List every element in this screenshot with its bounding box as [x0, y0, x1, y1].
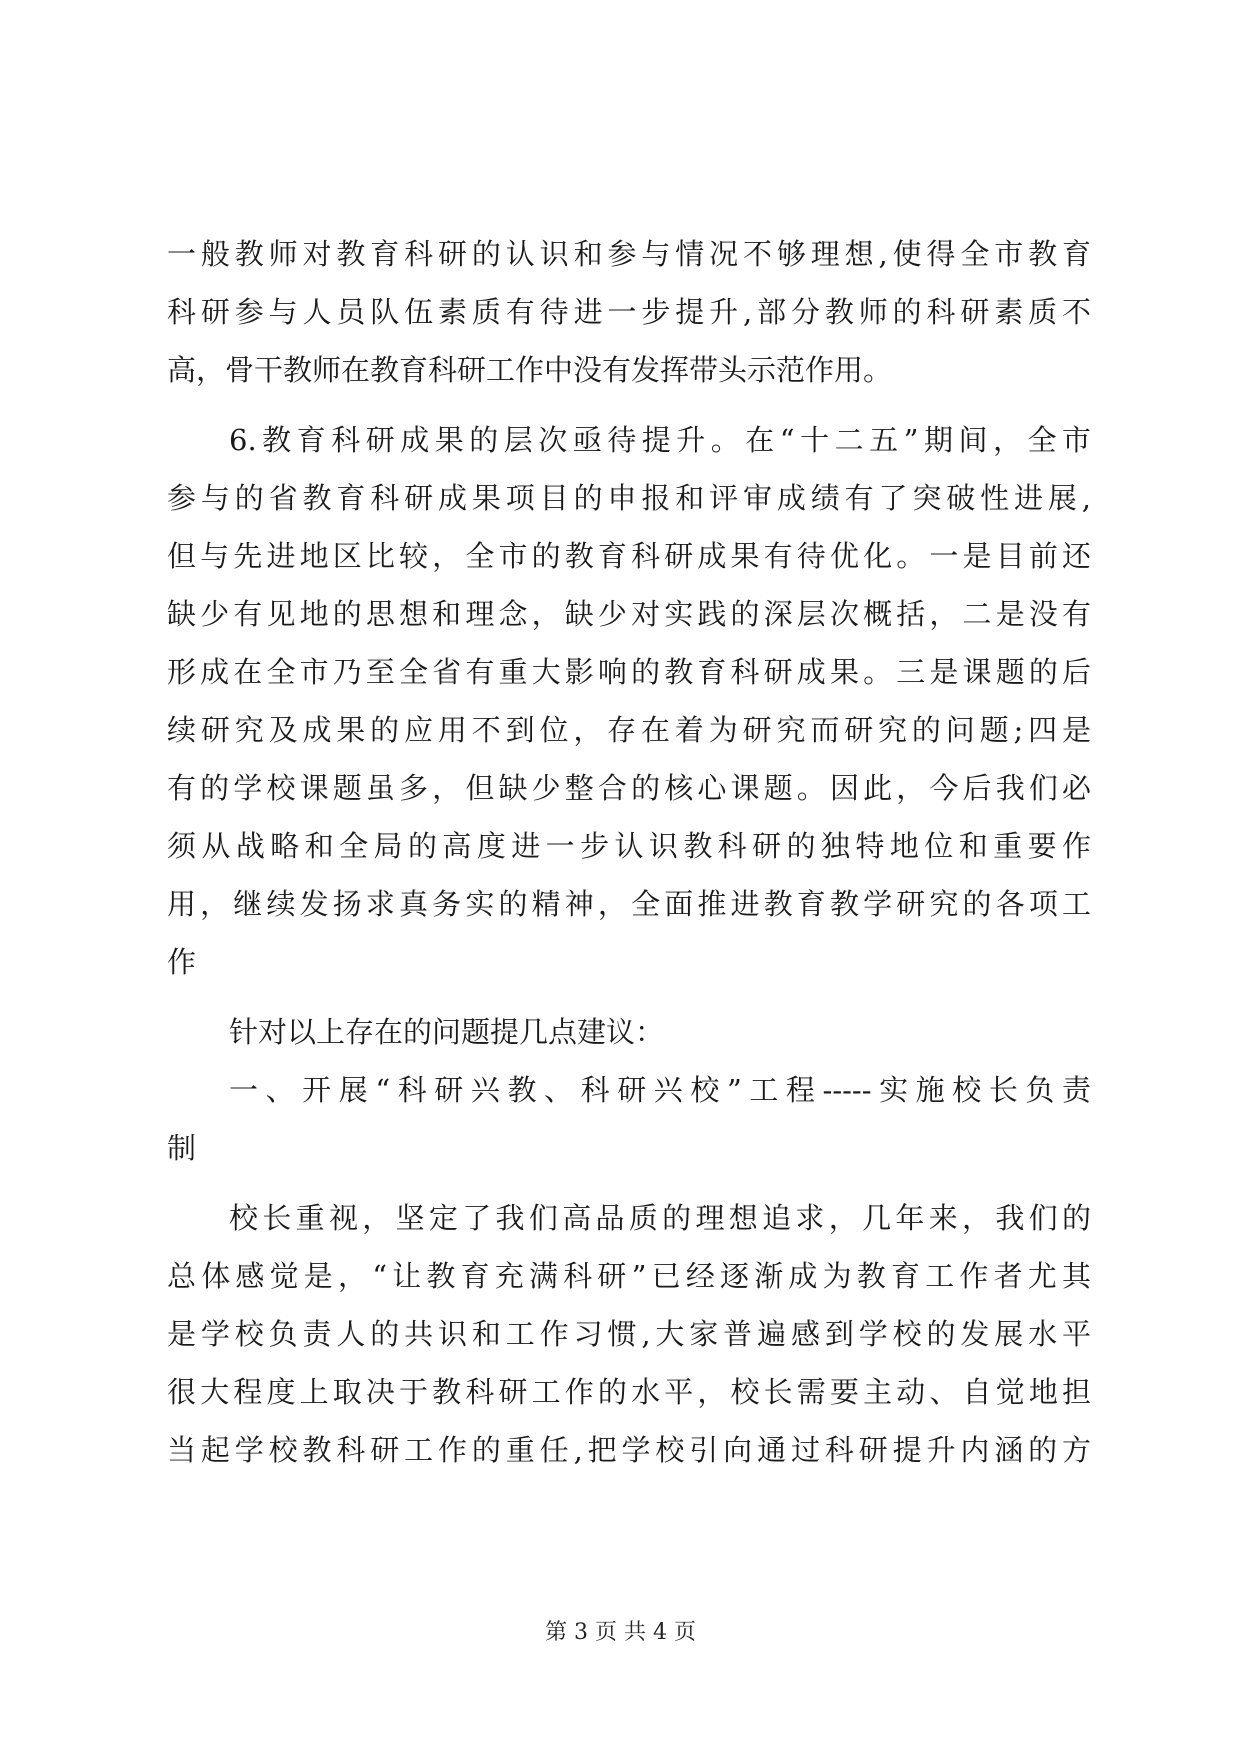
- text-line: 须从战略和全局的高度进一步认识教科研的独特地位和重要作: [167, 829, 1091, 863]
- text-line: 6.教育科研成果的层次亟待提升。在“十二五”期间，全市: [229, 423, 1091, 457]
- text-line: 高，骨干教师在教育科研工作中没有发挥带头示范作用。: [167, 353, 893, 387]
- text-line: 当起学校教科研工作的重任,把学校引向通过科研提升内涵的方: [167, 1433, 1091, 1467]
- text-line: 用，继续发扬求真务实的精神，全面推进教育教学研究的各项工: [167, 887, 1091, 921]
- text-line: 校长重视，坚定了我们高品质的理想追求，几年来，我们的: [229, 1201, 1091, 1235]
- text-line: 但与先进地区比较，全市的教育科研成果有待优化。一是目前还: [167, 539, 1091, 573]
- text-line: 很大程度上取决于教科研工作的水平，校长需要主动、自觉地担: [167, 1375, 1091, 1409]
- text-line: 针对以上存在的问题提几点建议：: [229, 1015, 665, 1049]
- text-line: 缺少有见地的思想和理念，缺少对实践的深层次概括，二是没有: [167, 597, 1091, 631]
- text-line: 一、开展“科研兴教、科研兴校”工程-----实施校长负责: [229, 1073, 1091, 1107]
- text-line: 有的学校课题虽多，但缺少整合的核心课题。因此，今后我们必: [167, 771, 1091, 805]
- text-line: 形成在全市乃至全省有重大影响的教育科研成果。三是课题的后: [167, 655, 1091, 689]
- text-line: 续研究及成果的应用不到位，存在着为研究而研究的问题;四是: [167, 713, 1091, 747]
- text-line: 制: [167, 1131, 197, 1165]
- text-line: 是学校负责人的共识和工作习惯,大家普遍感到学校的发展水平: [167, 1317, 1091, 1351]
- text-line: 总体感觉是，“让教育充满科研”已经逐渐成为教育工作者尤其: [167, 1259, 1091, 1293]
- text-line: 一般教师对教育科研的认识和参与情况不够理想,使得全市教育: [167, 237, 1091, 271]
- text-line: 科研参与人员队伍素质有待进一步提升,部分教师的科研素质不: [167, 295, 1091, 329]
- text-line: 参与的省教育科研成果项目的申报和评审成绩有了突破性进展,: [167, 481, 1091, 515]
- document-body: [167, 225, 1091, 1479]
- page-number-footer: 第 3 页 共 4 页: [545, 1620, 696, 1645]
- text-line: 作: [167, 945, 197, 979]
